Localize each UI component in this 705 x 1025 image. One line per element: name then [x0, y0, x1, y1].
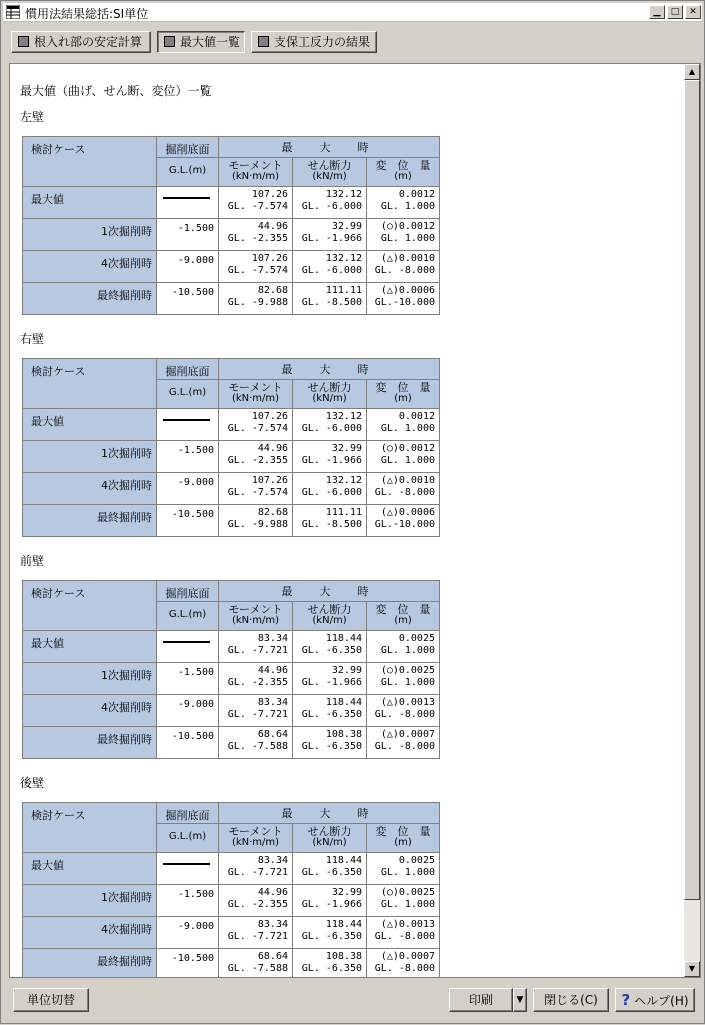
results-panel[interactable] [9, 63, 701, 978]
table-row [23, 949, 440, 979]
moment-value: 83.34 [257, 919, 288, 930]
header-excavation-bottom: 掘削底面 [157, 359, 219, 380]
shear-gl: GL. -6.000 [301, 201, 362, 212]
moment-value: 107.26 [251, 253, 288, 264]
shear-cell [293, 631, 367, 663]
header-disp-label: 変 位 量 [375, 381, 431, 394]
header-moment [219, 824, 293, 853]
case-cell: 1次掘削時 [23, 219, 157, 251]
table-row [23, 409, 440, 441]
header-disp-label: 変 位 量 [375, 825, 431, 838]
shear-value: 118.44 [325, 633, 362, 644]
disp-cell [367, 631, 440, 663]
shear-gl: GL. -6.350 [301, 867, 362, 878]
gl-cell: -9.000 [157, 251, 219, 283]
disp-gl: GL. 1.000 [380, 899, 435, 910]
section-label: 後壁 [20, 776, 45, 790]
moment-gl: GL. -7.588 [227, 963, 288, 974]
help-label: ヘルプ(H) [634, 994, 689, 1008]
header-shear [293, 380, 367, 409]
header-shear-unit: (kN/m) [312, 393, 347, 404]
disp-value: (△)0.0007 [380, 729, 435, 740]
moment-value: 44.96 [257, 887, 288, 898]
scroll-down-icon[interactable]: ▼ [684, 961, 700, 977]
moment-cell [219, 473, 293, 505]
gl-cell [157, 631, 219, 663]
disp-gl: GL.-10.000 [374, 297, 435, 308]
moment-value: 107.26 [251, 189, 288, 200]
moment-value: 44.96 [257, 665, 288, 676]
disp-value: 0.0012 [398, 189, 435, 200]
shear-cell [293, 283, 367, 315]
tab-label: 最大値一覧 [180, 35, 241, 49]
moment-gl: GL. -7.588 [227, 741, 288, 752]
shear-cell [293, 695, 367, 727]
shear-value: 111.11 [325, 285, 362, 296]
gl-cell: -1.500 [157, 219, 219, 251]
disp-gl: GL. -8.000 [374, 963, 435, 974]
disp-cell [367, 853, 440, 885]
dash-line [163, 197, 210, 199]
moment-gl: GL. -9.988 [227, 297, 288, 308]
moment-gl: GL. -2.355 [227, 677, 288, 688]
shear-value: 118.44 [325, 919, 362, 930]
disp-cell [367, 251, 440, 283]
disp-cell [367, 409, 440, 441]
shear-value: 32.99 [331, 221, 362, 232]
shear-value: 32.99 [331, 665, 362, 676]
header-moment-label: モーメント [228, 381, 283, 394]
header-shear-unit: (kN/m) [312, 615, 347, 626]
disp-cell [367, 505, 440, 537]
moment-gl: GL. -2.355 [227, 233, 288, 244]
header-disp-unit: (m) [394, 837, 412, 848]
shear-gl: GL. -6.350 [301, 645, 362, 656]
shear-gl: GL. -6.350 [301, 741, 362, 752]
disp-cell [367, 727, 440, 759]
moment-gl: GL. -7.574 [227, 265, 288, 276]
moment-cell [219, 853, 293, 885]
header-case: 検討ケース [23, 137, 157, 187]
disp-gl: GL. 1.000 [380, 201, 435, 212]
moment-cell [219, 187, 293, 219]
header-displacement [367, 380, 440, 409]
moment-gl: GL. -7.721 [227, 709, 288, 720]
moment-cell [219, 219, 293, 251]
header-case: 検討ケース [23, 359, 157, 409]
shear-value: 132.12 [325, 475, 362, 486]
gl-cell: -9.000 [157, 917, 219, 949]
moment-cell [219, 251, 293, 283]
header-gl: G.L.(m) [157, 602, 219, 631]
header-shear-unit: (kN/m) [312, 837, 347, 848]
moment-cell [219, 695, 293, 727]
gl-cell: -1.500 [157, 885, 219, 917]
disp-cell [367, 885, 440, 917]
gl-cell: -9.000 [157, 473, 219, 505]
moment-gl: GL. -7.721 [227, 645, 288, 656]
disp-cell [367, 473, 440, 505]
table-row [23, 631, 440, 663]
chevron-down-icon[interactable]: ▼ [513, 988, 527, 1012]
header-displacement [367, 158, 440, 187]
header-max-time: 最 大 時 [219, 803, 440, 824]
header-shear-label: せん断力 [307, 603, 352, 616]
shear-value: 132.12 [325, 253, 362, 264]
page-title: 最大値（曲げ、せん断、変位）一覧 [20, 84, 212, 98]
shear-gl: GL. -1.966 [301, 233, 362, 244]
header-excavation-bottom: 掘削底面 [157, 581, 219, 602]
disp-cell [367, 663, 440, 695]
moment-value: 44.96 [257, 221, 288, 232]
header-moment-unit: (kN·m/m) [231, 393, 280, 404]
disp-gl: GL. -8.000 [374, 487, 435, 498]
table-row [23, 219, 440, 251]
toolbar [1, 25, 705, 57]
section-label: 左壁 [20, 110, 45, 124]
moment-value: 82.68 [257, 285, 288, 296]
shear-cell [293, 187, 367, 219]
header-displacement [367, 824, 440, 853]
moment-value: 107.26 [251, 411, 288, 422]
case-cell: 最大値 [23, 853, 157, 885]
shear-cell [293, 727, 367, 759]
disp-value: (△)0.0013 [380, 919, 435, 930]
tab-max-values[interactable] [157, 31, 245, 53]
bottom-bar [1, 983, 705, 1025]
section-label: 右壁 [20, 332, 45, 346]
table-row [23, 283, 440, 315]
header-max-time: 最 大 時 [219, 137, 440, 158]
disp-value: (△)0.0010 [380, 253, 435, 264]
case-cell: 最大値 [23, 187, 157, 219]
case-cell: 最終掘削時 [23, 505, 157, 537]
header-shear-label: せん断力 [307, 825, 352, 838]
results-table [22, 580, 440, 759]
close-window-button[interactable]: ✕ [685, 5, 701, 19]
gl-cell: -1.500 [157, 441, 219, 473]
moment-gl: GL. -7.574 [227, 201, 288, 212]
moment-gl: GL. -7.721 [227, 931, 288, 942]
case-cell: 1次掘削時 [23, 663, 157, 695]
gl-cell: -1.500 [157, 663, 219, 695]
disp-cell [367, 695, 440, 727]
scroll-thumb[interactable] [684, 80, 700, 900]
tab-stability-calc[interactable] [11, 31, 151, 53]
moment-cell [219, 727, 293, 759]
table-row [23, 695, 440, 727]
moment-cell [219, 409, 293, 441]
moment-cell [219, 663, 293, 695]
header-moment [219, 380, 293, 409]
moment-value: 68.64 [257, 951, 288, 962]
moment-cell [219, 441, 293, 473]
shear-value: 108.38 [325, 951, 362, 962]
disp-value: (○)0.0025 [380, 887, 435, 898]
help-button[interactable] [615, 988, 695, 1012]
gl-cell [157, 187, 219, 219]
shear-cell [293, 885, 367, 917]
disp-cell [367, 187, 440, 219]
table-row [23, 251, 440, 283]
case-cell: 最終掘削時 [23, 727, 157, 759]
table-row [23, 917, 440, 949]
tab-support-reaction[interactable] [251, 31, 377, 53]
table-row [23, 473, 440, 505]
case-cell: 最大値 [23, 631, 157, 663]
maximize-button[interactable]: □ [667, 5, 683, 19]
gl-cell: -10.500 [157, 949, 219, 979]
disp-value: (△)0.0013 [380, 697, 435, 708]
disp-gl: GL. 1.000 [380, 867, 435, 878]
shear-cell [293, 219, 367, 251]
disp-gl: GL. 1.000 [380, 455, 435, 466]
shear-value: 132.12 [325, 189, 362, 200]
header-excavation-bottom: 掘削底面 [157, 137, 219, 158]
disp-value: 0.0025 [398, 633, 435, 644]
moment-cell [219, 917, 293, 949]
header-disp-label: 変 位 量 [375, 603, 431, 616]
disp-cell [367, 283, 440, 315]
header-max-time: 最 大 時 [219, 581, 440, 602]
shear-gl: GL. -6.000 [301, 265, 362, 276]
disp-value: (○)0.0025 [380, 665, 435, 676]
disp-value: 0.0025 [398, 855, 435, 866]
header-moment-unit: (kN·m/m) [231, 615, 280, 626]
header-disp-label: 変 位 量 [375, 159, 431, 172]
disp-cell [367, 441, 440, 473]
moment-value: 83.34 [257, 633, 288, 644]
tab-label: 根入れ部の安定計算 [34, 35, 143, 49]
shear-value: 118.44 [325, 697, 362, 708]
header-gl: G.L.(m) [157, 380, 219, 409]
dash-line [163, 641, 210, 643]
disp-gl: GL. 1.000 [380, 645, 435, 656]
table-row [23, 187, 440, 219]
results-table [22, 802, 440, 978]
gl-cell [157, 409, 219, 441]
shear-cell [293, 251, 367, 283]
header-disp-unit: (m) [394, 393, 412, 404]
results-table [22, 136, 440, 315]
moment-value: 83.34 [257, 855, 288, 866]
table-row [23, 441, 440, 473]
shear-gl: GL. -6.000 [301, 423, 362, 434]
shear-value: 32.99 [331, 887, 362, 898]
case-cell: 最大値 [23, 409, 157, 441]
question-icon: ? [621, 991, 631, 1009]
case-cell: 4次掘削時 [23, 251, 157, 283]
header-shear-unit: (kN/m) [312, 171, 347, 182]
disp-gl: GL. 1.000 [380, 233, 435, 244]
shear-gl: GL. -1.966 [301, 455, 362, 466]
shear-cell [293, 663, 367, 695]
moment-gl: GL. -7.721 [227, 867, 288, 878]
case-cell: 1次掘削時 [23, 441, 157, 473]
header-gl: G.L.(m) [157, 158, 219, 187]
shear-cell [293, 917, 367, 949]
disp-value: (△)0.0007 [380, 951, 435, 962]
table-row [23, 885, 440, 917]
close-button[interactable]: 閉じる(C) [533, 988, 609, 1012]
shear-cell [293, 949, 367, 979]
dash-line [163, 419, 210, 421]
shear-value: 32.99 [331, 443, 362, 454]
moment-value: 82.68 [257, 507, 288, 518]
case-cell: 4次掘削時 [23, 695, 157, 727]
title-bar [3, 3, 702, 22]
table-row [23, 505, 440, 537]
gl-cell: -10.500 [157, 727, 219, 759]
disp-value: 0.0012 [398, 411, 435, 422]
shear-cell [293, 853, 367, 885]
disp-value: (△)0.0010 [380, 475, 435, 486]
section-label: 前壁 [20, 554, 45, 568]
moment-gl: GL. -7.574 [227, 487, 288, 498]
shear-cell [293, 473, 367, 505]
square-icon [18, 36, 29, 47]
dash-line [163, 863, 210, 865]
gl-cell: -10.500 [157, 505, 219, 537]
table-row [23, 727, 440, 759]
minimize-button[interactable]: ▁ [649, 5, 665, 19]
header-excavation-bottom: 掘削底面 [157, 803, 219, 824]
square-icon [258, 36, 269, 47]
shear-gl: GL. -1.966 [301, 899, 362, 910]
header-moment-label: モーメント [228, 825, 283, 838]
moment-value: 68.64 [257, 729, 288, 740]
moment-gl: GL. -2.355 [227, 899, 288, 910]
disp-value: (△)0.0006 [380, 285, 435, 296]
disp-gl: GL. -8.000 [374, 709, 435, 720]
disp-cell [367, 219, 440, 251]
disp-gl: GL.-10.000 [374, 519, 435, 530]
disp-gl: GL. 1.000 [380, 423, 435, 434]
moment-gl: GL. -7.574 [227, 423, 288, 434]
shear-gl: GL. -6.350 [301, 963, 362, 974]
header-disp-unit: (m) [394, 615, 412, 626]
disp-cell [367, 917, 440, 949]
shear-value: 108.38 [325, 729, 362, 740]
disp-value: (△)0.0006 [380, 507, 435, 518]
moment-gl: GL. -2.355 [227, 455, 288, 466]
scroll-up-icon[interactable]: ▲ [684, 64, 700, 80]
case-cell: 4次掘削時 [23, 473, 157, 505]
header-case: 検討ケース [23, 581, 157, 631]
moment-cell [219, 283, 293, 315]
case-cell: 最終掘削時 [23, 949, 157, 979]
header-max-time: 最 大 時 [219, 359, 440, 380]
disp-gl: GL. -8.000 [374, 931, 435, 942]
shear-value: 111.11 [325, 507, 362, 518]
shear-gl: GL. -6.000 [301, 487, 362, 498]
header-moment-unit: (kN·m/m) [231, 171, 280, 182]
header-shear [293, 824, 367, 853]
shear-gl: GL. -6.350 [301, 931, 362, 942]
case-cell: 1次掘削時 [23, 885, 157, 917]
header-displacement [367, 602, 440, 631]
header-shear-label: せん断力 [307, 159, 352, 172]
moment-value: 44.96 [257, 443, 288, 454]
shear-gl: GL. -8.500 [301, 297, 362, 308]
moment-value: 107.26 [251, 475, 288, 486]
shear-value: 132.12 [325, 411, 362, 422]
case-cell: 4次掘削時 [23, 917, 157, 949]
moment-cell [219, 505, 293, 537]
window-title: 慣用法結果総括:SI単位 [25, 7, 149, 21]
moment-cell [219, 631, 293, 663]
shear-cell [293, 409, 367, 441]
moment-cell [219, 885, 293, 917]
header-shear [293, 158, 367, 187]
case-cell: 最終掘削時 [23, 283, 157, 315]
disp-value: (○)0.0012 [380, 443, 435, 454]
shear-gl: GL. -6.350 [301, 709, 362, 720]
disp-gl: GL. 1.000 [380, 677, 435, 688]
header-moment-label: モーメント [228, 603, 283, 616]
shear-cell [293, 505, 367, 537]
moment-cell [219, 949, 293, 979]
gl-cell: -9.000 [157, 695, 219, 727]
moment-value: 83.34 [257, 697, 288, 708]
unit-switch-button[interactable]: 単位切替 [13, 988, 89, 1012]
gl-cell [157, 853, 219, 885]
header-shear-label: せん断力 [307, 381, 352, 394]
square-icon [164, 36, 175, 47]
shear-cell [293, 441, 367, 473]
disp-cell [367, 949, 440, 979]
results-table [22, 358, 440, 537]
header-moment-unit: (kN·m/m) [231, 837, 280, 848]
shear-value: 118.44 [325, 855, 362, 866]
table-row [23, 663, 440, 695]
header-gl: G.L.(m) [157, 824, 219, 853]
shear-gl: GL. -8.500 [301, 519, 362, 530]
header-case: 検討ケース [23, 803, 157, 853]
header-moment [219, 158, 293, 187]
gl-cell: -10.500 [157, 283, 219, 315]
header-shear [293, 602, 367, 631]
table-row [23, 853, 440, 885]
header-moment-label: モーメント [228, 159, 283, 172]
shear-gl: GL. -1.966 [301, 677, 362, 688]
header-disp-unit: (m) [394, 171, 412, 182]
tab-label: 支保工反力の結果 [274, 35, 371, 49]
grid-app-icon [6, 5, 20, 19]
disp-value: (○)0.0012 [380, 221, 435, 232]
vertical-scrollbar[interactable] [684, 64, 700, 977]
disp-gl: GL. -8.000 [374, 265, 435, 276]
print-button[interactable]: 印刷 [449, 988, 513, 1012]
disp-gl: GL. -8.000 [374, 741, 435, 752]
moment-gl: GL. -9.988 [227, 519, 288, 530]
header-moment [219, 602, 293, 631]
